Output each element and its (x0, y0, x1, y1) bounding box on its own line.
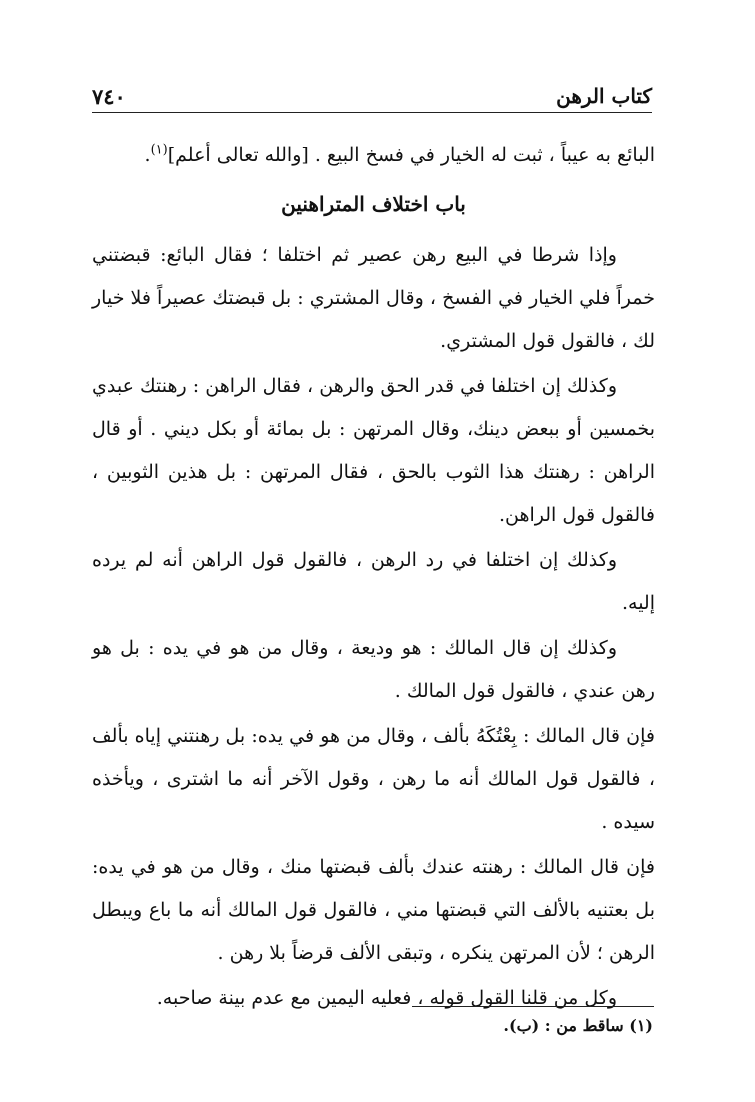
footnote: (١) ساقط من : (ب). (503, 1016, 653, 1035)
paragraph: فإن قال المالك : رهنته عندك بألف قبضتها منك ، وقال من هو في يده: بل بعتنيه بالألف التي قبضتها مني ، فالقول قول المالك أنه ما باع ويبطل الرهن ؛ لأن المرتهن ينكره ، وتبقى الألف قرضاً بلا رهن . (92, 856, 655, 964)
paragraph: وإذا شرطا في البيع رهن عصير ثم اختلفا ؛ فقال البائع: قبضتني خمراً فلي الخيار في الفسخ ، وقال المشتري : بل قبضتك عصيراً فلا خيار لك ، فالقول قول المشتري. (92, 244, 655, 352)
section-heading: باب اختلاف المتراهنين (281, 192, 466, 216)
footnote-reference: (١) (150, 142, 168, 158)
paragraph-continuation (92, 134, 655, 177)
paragraph: فإن قال المالك : بِعْتُكَهُ بألف ، وقال من هو في يده: بل رهنتني إياه بألف ، فالقول قول المالك أنه ما رهن ، وقول الآخر أنه ما اشترى ، ويأخذه سيده . (92, 725, 655, 833)
paragraph: وكذلك إن قال المالك : هو وديعة ، وقال من هو في يده : بل هو رهن عندي ، فالقول قول المالك . (92, 637, 655, 702)
page-header (92, 76, 652, 113)
footnote-divider (412, 1006, 654, 1007)
paragraph: وكذلك إن اختلفا في قدر الحق والرهن ، فقال الراهن : رهنتك عبدي بخمسين أو ببعض دينك، وقال المرتهن : بل بمائة أو بكل ديني . أو قال الراهن : رهنتك هذا الثوب بالحق ، فقال المرتهن : بل هذين الثوبين ، فالقول قول الراهن. (92, 375, 655, 526)
running-title: كتاب الرهن (556, 84, 652, 108)
paragraph-end: . (144, 144, 151, 166)
paragraph-text: البائع به عيباً ، ثبت له الخيار في فسخ البيع . [والله تعالى أعلم] (167, 144, 655, 166)
paragraph: وكذلك إن اختلفا في رد الرهن ، فالقول قول الراهن أنه لم يرده إليه. (92, 549, 655, 614)
body-text (92, 134, 655, 1022)
paragraph: وكل من قلنا القول قوله ، فعليه اليمين مع عدم بينة صاحبه. (156, 987, 617, 1009)
page-number: ٧٤٠ (92, 84, 126, 109)
